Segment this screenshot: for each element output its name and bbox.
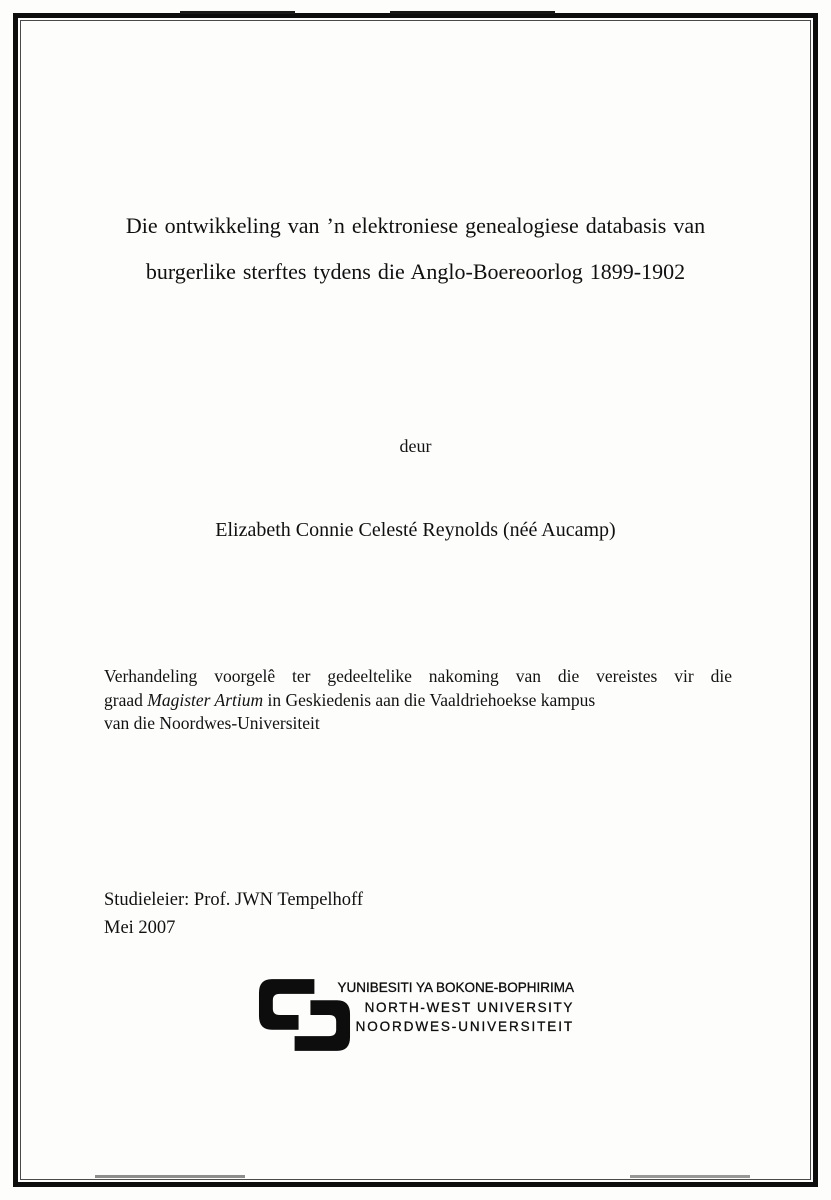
thesis-title-line1: Die ontwikkeling van ’n elektroniese genealogiese databasis van [125, 213, 706, 238]
author-name: Elizabeth Connie Celesté Reynolds (néé Aucamp) [215, 519, 616, 541]
degree-name-italic: Magister Artium [147, 689, 264, 710]
thesis-title [0, 203, 831, 295]
byline-label: deur [399, 436, 432, 456]
submission-line2-suffix: in Geskiedenis aan die Vaaldriehoekse kampus [263, 689, 596, 710]
submission-line1: Verhandeling voorgelê ter gedeeltelike nakoming van die vereistes vir die [104, 666, 732, 686]
thesis-title-line2: burgerlike sterftes tydens die Anglo-Boereoorlog 1899-1902 [145, 259, 686, 284]
logo-line-english: NORTH-WEST UNIVERSITY [364, 999, 574, 1015]
date-line: Mei 2007 [104, 918, 176, 938]
submission-line2 [104, 689, 732, 713]
supervisor-block [104, 886, 363, 942]
university-logo [257, 977, 587, 1057]
submission-line2-prefix: graad [104, 689, 148, 710]
logo-line-afrikaans: NOORDWES-UNIVERSITEIT [355, 1019, 574, 1034]
submission-statement [104, 665, 732, 736]
submission-line3: van die Noordwes-Universiteit [104, 713, 320, 733]
university-logo-text [317, 978, 574, 1037]
logo-line-setswana: YUNIBESITI YA BOKONE-BOPHIRIMA [337, 980, 574, 995]
supervisor-line: Studieleier: Prof. JWN Tempelhoff [104, 890, 364, 910]
